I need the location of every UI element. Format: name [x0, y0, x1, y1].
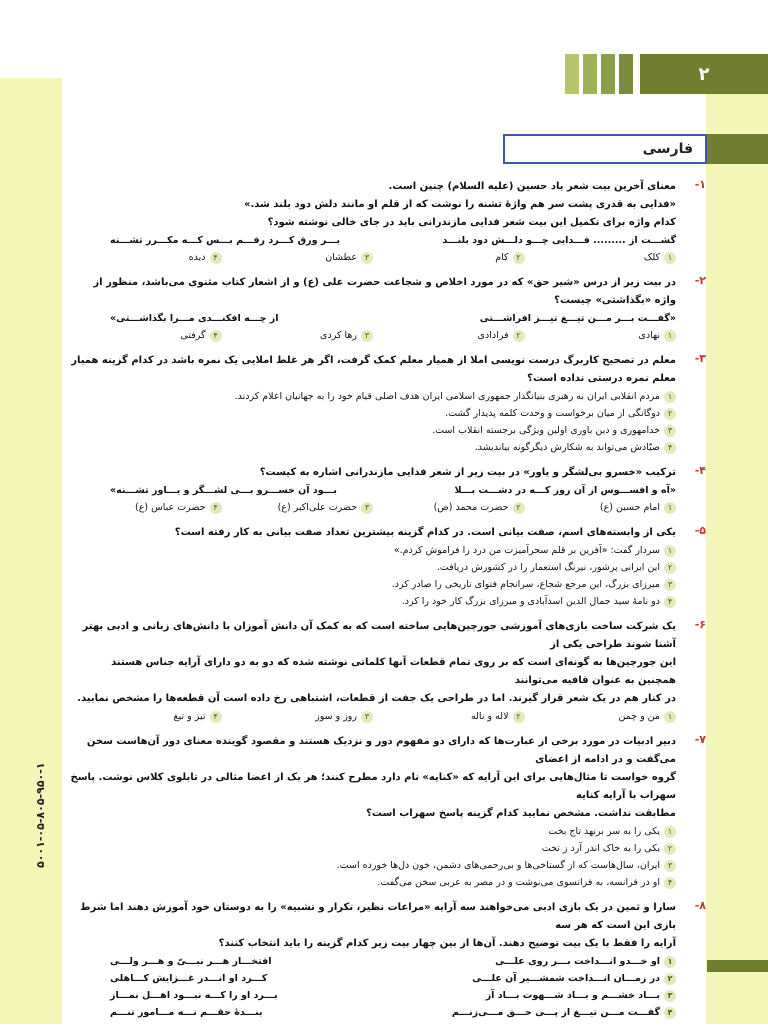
hemistich: [452, 1004, 676, 1021]
option-text: دو نامهٔ سید جمال الدین اسدآبادی و میرزای بزرگ کار خود را کرد.: [401, 596, 660, 607]
option-number-badge: ۲: [513, 252, 525, 264]
side-code: ۵۰۰۱-۰۵-۸۰۵-۹۵۰-۱: [34, 762, 47, 868]
hemistich: [472, 970, 676, 987]
option-3[interactable]: [222, 327, 374, 344]
hemistich: [486, 987, 676, 1004]
option-4[interactable]: [70, 439, 676, 456]
poem-verse: [70, 232, 676, 249]
option-number-badge: ۴: [210, 502, 222, 514]
option-number-badge: ۲: [513, 502, 525, 514]
hemistich: بـــود آن خســـرو بـــی لشـــگر و یـــاور تشـــنه»: [110, 485, 337, 496]
option-3[interactable]: [70, 857, 676, 874]
option-text: دیده: [188, 252, 206, 263]
option-1[interactable]: [70, 542, 676, 559]
option-3[interactable]: [70, 987, 676, 1004]
option-number-badge: ۲: [513, 330, 525, 342]
option-number-badge: ۴: [664, 1007, 676, 1019]
option-2[interactable]: [70, 970, 676, 987]
options: [70, 542, 676, 610]
option-number-badge: ۳: [361, 252, 373, 264]
question-line: معنای آخرین بیت شعر یاد حسین (علیه السلام) چنین است.: [388, 181, 676, 192]
option-text: بـــاد خشـــم و بـــاد شـــهوت بـــاد آز: [485, 990, 660, 1001]
option-number-badge: ۳: [361, 330, 373, 342]
question-line: کدام واژه برای تکمیل این بیت شعر فدایی مازندرانی باید در جای خالی نوشته شود؟: [267, 217, 676, 228]
options: [70, 708, 676, 725]
header-tab: [601, 54, 615, 94]
option-number-badge: ۱: [664, 391, 676, 403]
option-1[interactable]: [70, 388, 676, 405]
option-text: یکی را به خاک اندر آرد ز تخت: [541, 843, 660, 854]
questions-area: [70, 178, 706, 1029]
option-3[interactable]: [222, 708, 374, 725]
question-6: [70, 618, 706, 725]
option-4[interactable]: [70, 249, 222, 266]
option-text: نهادی: [638, 330, 660, 341]
option-text: صیّادش می‌تواند به شکارش دیگرگونه بیاندیشد.: [474, 442, 660, 453]
header-decor-tabs: [565, 54, 637, 94]
bottom-accent-bar: [707, 960, 768, 972]
question-line: این جورچین‌ها به گونه‌ای است که بر روی تمام قطعات آنها کلماتی نوشته شده که دو به دو دارای آرایه جناس هستند همچنین به عنوان قافیه می‌توانند: [111, 657, 676, 686]
left-margin-strip: [0, 78, 62, 1024]
question-5: [70, 524, 706, 610]
option-1[interactable]: [70, 953, 676, 970]
option-text: رها کردی: [320, 330, 357, 341]
hemistich: افتخـــار هـــر نبـــیّ و هـــر ولـــی: [110, 956, 272, 967]
option-number-badge: ۳: [664, 425, 676, 437]
page-number: ۲: [640, 54, 768, 94]
hemistich: بـــرد او را کـــه نبـــود اهـــل نمـــاز: [110, 990, 278, 1001]
question-line: دبیر ادبیات در مورد برخی از عبارت‌ها که دارای دو مفهوم دور و نزدیک هستند و مقصود گوینده معنای دور آن‌هاست سخن می‌گفت و در ادامه از اعضای: [86, 736, 676, 765]
option-text: یکی را به سر برنهد تاج بخت: [548, 826, 660, 837]
option-2[interactable]: [373, 499, 525, 516]
subject-accent-bar: [707, 134, 768, 164]
header-tab: [583, 54, 597, 94]
question-line: مطابقت نداشت. مشخص نمایید کدام گزینه پاسخ سهراب است؟: [366, 808, 676, 819]
poem-verse: [70, 482, 676, 499]
hemistich: «آه و افســـوس از آن روز کـــه در دشـــت بـــلا: [454, 485, 676, 496]
option-1[interactable]: [525, 708, 677, 725]
option-number-badge: ۴: [664, 596, 676, 608]
option-text: لاله و ناله: [470, 711, 509, 722]
options: [70, 249, 676, 266]
question-number: ۳-: [694, 352, 706, 365]
option-1[interactable]: [525, 327, 677, 344]
option-4[interactable]: [70, 708, 222, 725]
question-line: یکی از وابسته‌های اسم، صفت بیانی است. در کدام گزینه بیشترین تعداد صفت بیانی به کار رفته است؟: [174, 527, 676, 538]
option-number-badge: ۳: [664, 990, 676, 1002]
option-3[interactable]: [70, 576, 676, 593]
question-line: ترکیب «خسرو بی‌لشگر و یاور» در بیت زیر از شعر فدایی مازندرانی اشاره به کیست؟: [259, 467, 676, 478]
option-number-badge: ۳: [664, 860, 676, 872]
poem-verse: [70, 310, 676, 327]
option-number-badge: ۲: [664, 408, 676, 420]
options: [70, 388, 676, 456]
option-4[interactable]: [70, 593, 676, 610]
question-2: [70, 274, 706, 344]
options: [70, 823, 676, 891]
question-line: آرایه را فقط با یک بیت توضیح دهند. آن‌ها از بین چهار بیت زیر کدام گزینه را باید انتخاب کنند؟: [218, 938, 676, 949]
question-number: ۱-: [694, 178, 706, 191]
option-number-badge: ۱: [664, 956, 676, 968]
question-line: گروه خواست تا مثال‌هایی برای این آرایه که «کنایه» نام دارد مطرح کنند؛ هر یک از اعضا مثالی در تابلوی کلاس نوشت. پاسخ سهراب با آرایه کنایه: [70, 772, 676, 801]
option-text: ایران، سال‌هاست که از گستاخی‌ها و بی‌رحمی‌های دشمن، خون دل‌ها خورده است.: [336, 860, 660, 871]
question-line: سارا و ثمین در یک بازی ادبی می‌خواهند سه آرایه «مراعات نظیر، تکرار و تشبیه» را به دوستان خود آموزش دهند اما شرط بازی این است که هر سه: [80, 902, 676, 931]
option-text: دوگانگی از میان برخواست و وحدت کلمه پدیدار گشت.: [445, 408, 660, 419]
option-4[interactable]: [70, 874, 676, 891]
option-text: روز و سوز: [315, 711, 357, 722]
question-1: [70, 178, 706, 266]
hemistich: از چـــه افکنـــدی مـــرا بگذاشـــتی»: [110, 313, 279, 324]
option-1[interactable]: [525, 499, 677, 516]
option-text: گرفتی: [180, 330, 206, 341]
option-number-badge: ۲: [513, 711, 525, 723]
option-text: امام حسین (ع): [599, 502, 660, 513]
option-text: میرزای بزرگ، این مرجع شجاع، سرانجام فتوای تاریخی را صادر کرد.: [391, 579, 660, 590]
option-text: او در فرانسه، به فرانسوی می‌نوشت و در مصر به عربی سخن می‌گفت.: [377, 877, 660, 888]
option-number-badge: ۱: [664, 330, 676, 342]
option-number-badge: ۱: [664, 711, 676, 723]
option-number-badge: ۱: [664, 502, 676, 514]
question-number: ۶-: [694, 618, 706, 631]
option-text: کام: [495, 252, 509, 263]
option-3[interactable]: [70, 422, 676, 439]
option-text: حضرت محمد (ص): [433, 502, 509, 513]
question-4: [70, 464, 706, 516]
option-text: تیز و تیغ: [173, 711, 206, 722]
question-line: در کنار هم در یک شعر قرار گیرند. اما در طراحی یک جفت از قطعات، اشتباهی رخ داده است آن قطعه‌ها را مشخص نمایید.: [77, 693, 676, 704]
right-margin-strip: [706, 94, 768, 1024]
option-1[interactable]: [525, 249, 677, 266]
option-text: سردار گفت: «آفرین بر قلم سحرآمیزت من درد را فراموش کردم.»: [393, 545, 660, 556]
hemistich: بـــر ورق کـــرد رقـــم بـــس کـــه مکـــرر تشـــنه: [110, 235, 341, 246]
option-3[interactable]: [222, 249, 374, 266]
options: [70, 327, 676, 344]
question-8: [70, 899, 706, 1021]
option-2[interactable]: [373, 708, 525, 725]
option-number-badge: ۴: [210, 330, 222, 342]
question-line: در بیت زیر از درس «شیر حق» که در مورد اخلاص و شجاعت حضرت علی (ع) و از اشعار کتاب مثنوی می‌باشد، منظور از واژه «بگذاشتی» چیست؟: [93, 277, 676, 306]
hemistich: کـــرد او انـــدر غـــزایش کـــاهلی: [110, 973, 268, 984]
option-2[interactable]: [70, 559, 676, 576]
option-2[interactable]: [70, 405, 676, 422]
question-7: [70, 733, 706, 891]
option-text: گفـــت مـــن تیـــغ از پـــی حـــق مـــی‌زنـــم: [451, 1007, 660, 1018]
option-4[interactable]: [70, 1004, 676, 1021]
option-4[interactable]: [70, 327, 222, 344]
option-number-badge: ۲: [664, 843, 676, 855]
option-number-badge: ۴: [664, 877, 676, 889]
option-number-badge: ۱: [664, 545, 676, 557]
option-number-badge: ۱: [664, 826, 676, 838]
option-text: حضرت علی‌اکبر (ع): [277, 502, 357, 513]
header-tab: [619, 54, 633, 94]
option-3[interactable]: [222, 499, 374, 516]
option-number-badge: ۲: [664, 973, 676, 985]
option-text: در زمـــان انـــداخت شمشـــیر آن علـــی: [472, 973, 660, 984]
option-number-badge: ۱: [664, 252, 676, 264]
option-number-badge: ۳: [664, 579, 676, 591]
option-2[interactable]: [70, 840, 676, 857]
question-number: ۷-: [694, 733, 706, 746]
subject-title: فارسی: [503, 134, 707, 164]
option-text: عطشان: [325, 252, 357, 263]
option-text: خدامهوری و دین باوری اولین ویژگی برجسته انقلاب است.: [432, 425, 660, 436]
option-text: حضرت عباس (ع): [135, 502, 206, 513]
hemistich: «گفـــت بـــر مـــن تیـــغ تیـــز افراشـــتی: [479, 313, 676, 324]
option-text: مردم انقلابی ایران به رهبری بنیانگذار جمهوری اسلامی ایران هدف اصلی قیام خود را به جهانیان اعلام کردند.: [234, 391, 660, 402]
hemistich: [495, 953, 676, 970]
option-number-badge: ۳: [361, 502, 373, 514]
header-tab: [565, 54, 579, 94]
option-1[interactable]: [70, 823, 676, 840]
question-number: ۵-: [694, 524, 706, 537]
option-text: او خـــدو انـــداخت بـــر روی علـــی: [495, 956, 660, 967]
question-number: ۸-: [694, 899, 706, 912]
option-number-badge: ۴: [210, 711, 222, 723]
option-text: من و چمن: [618, 711, 660, 722]
question-number: ۲-: [694, 274, 706, 287]
option-text: این ایرانی پرشور، نیرنگ استعمار را در کشورش دریافت.: [436, 562, 660, 573]
option-text: کلک: [643, 252, 660, 263]
option-number-badge: ۴: [664, 442, 676, 454]
question-3: [70, 352, 706, 456]
option-number-badge: ۲: [664, 562, 676, 574]
question-line: معلم در تصحیح کاربرگ درست نویسی املا از همیار معلم کمک گرفت، اگر هر غلط املایی یک نمره باشد در کدام گزینه همیار معلم نمره درستی نداده است؟: [71, 355, 676, 384]
option-text: فرادادی: [477, 330, 509, 341]
option-2[interactable]: [373, 327, 525, 344]
question-line: یک شرکت ساخت بازی‌های آموزشی جورچین‌هایی ساخته است که به کمک آن دانش آموزان با دانش‌های زبانی و ادبی بهتر آشنا شوند طراحی یکی از: [82, 621, 676, 650]
options: [70, 499, 676, 516]
option-number-badge: ۳: [361, 711, 373, 723]
hemistich: بنـــدهٔ حقـــم نـــه مـــامور تنـــم: [110, 1007, 263, 1018]
option-2[interactable]: [373, 249, 525, 266]
question-number: ۴-: [694, 464, 706, 477]
option-number-badge: ۴: [210, 252, 222, 264]
option-4[interactable]: [70, 499, 222, 516]
question-line: «فدایی به قدری پشت سر هم واژهٔ تشنه را نوشت که از قلم او مانند دلش دود بلند شد.»: [244, 199, 676, 210]
hemistich: گشـــت از ......... فـــدایی چـــو دلـــش دود بلنـــد: [442, 235, 676, 246]
